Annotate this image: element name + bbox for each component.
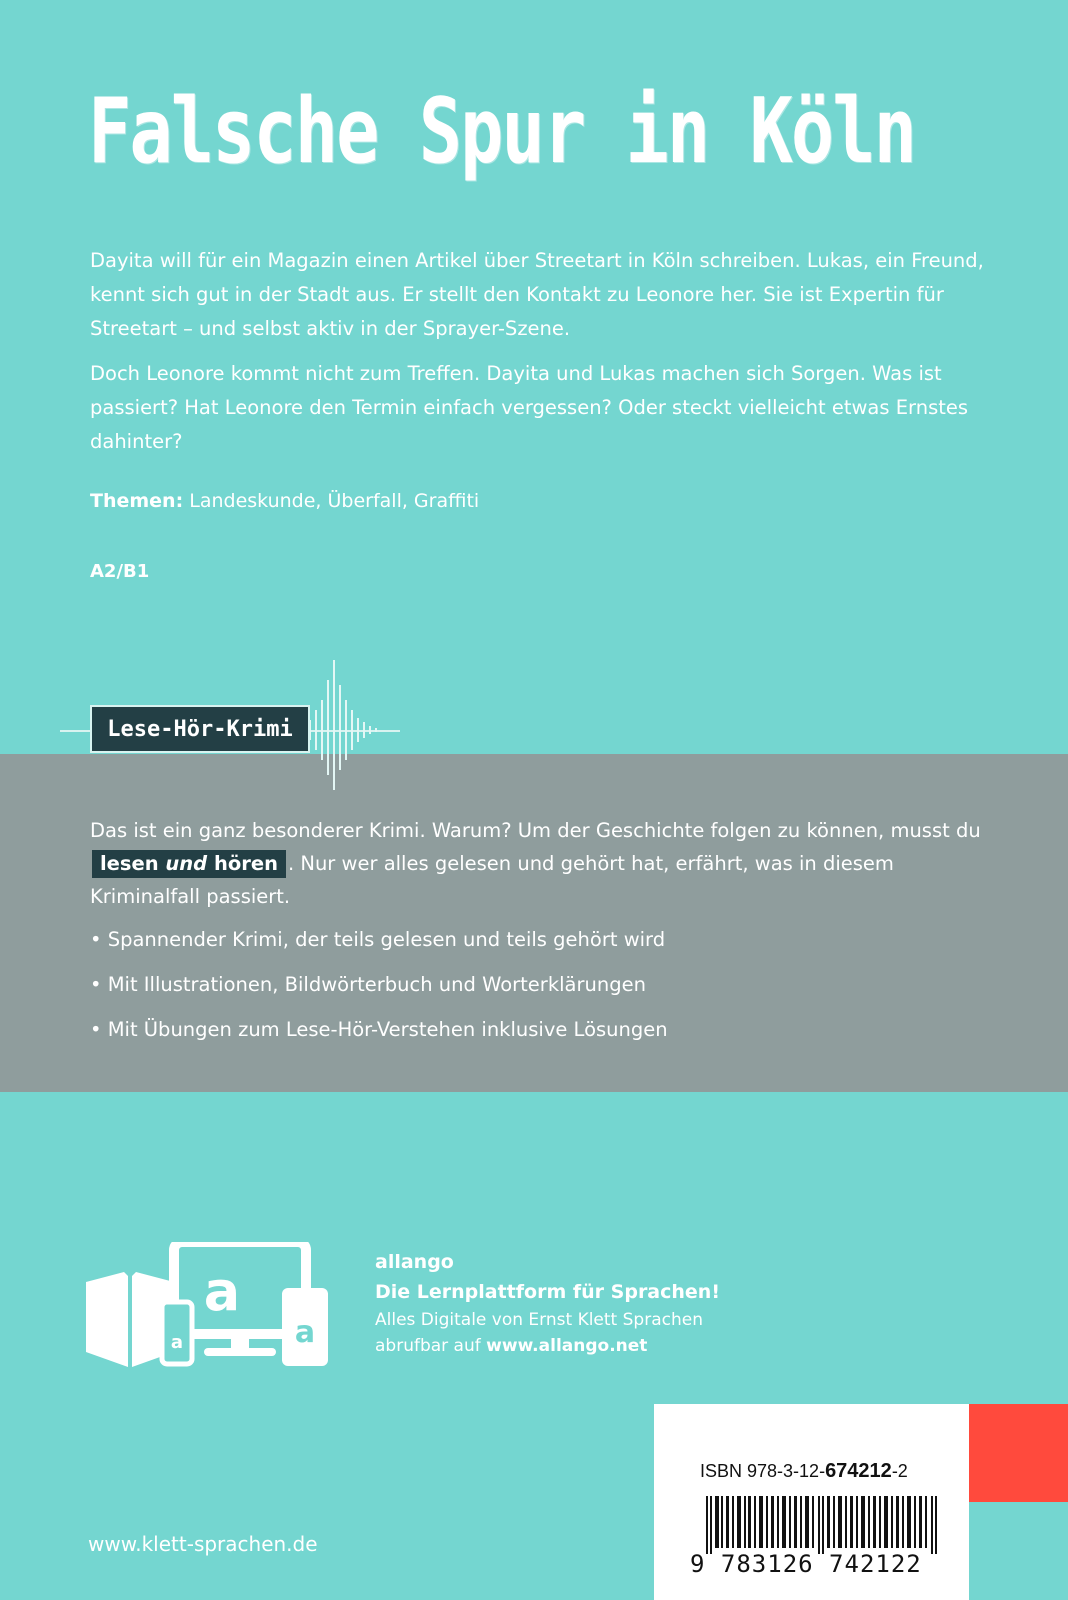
isbn-line — [700, 1460, 908, 1483]
highlight-und: und — [165, 852, 208, 875]
allango-letter-large: a — [203, 1260, 241, 1323]
allango-line-1: Alles Digitale von Ernst Klett Sprachen — [375, 1310, 703, 1330]
book-title: Falsche Spur in Köln — [88, 78, 915, 183]
isbn-suffix: -2 — [891, 1461, 908, 1481]
allango-name: allango — [375, 1251, 454, 1273]
devices-icon — [86, 1242, 336, 1372]
isbn-prefix: ISBN 978-3-12- — [700, 1461, 826, 1481]
band-intro-before: Das ist ein ganz besonderer Krimi. Warum? Um der Geschichte folgen zu können, musst du — [90, 819, 981, 842]
list-item: • Spannender Krimi, der teils gelesen und teils gehört wird — [90, 928, 668, 973]
band-intro-after: . Nur wer alles gelesen und gehört hat, erfährt, was in diesem Kriminalfall passiert. — [90, 852, 894, 908]
themes-line — [90, 490, 479, 512]
allango-line-2-prefix: abrufbar auf — [375, 1336, 481, 1356]
allango-line-2 — [375, 1333, 720, 1359]
feature-list — [90, 928, 668, 1063]
allango-slogan: Die Lernplattform für Sprachen! — [375, 1281, 720, 1303]
highlight-hoeren: hören — [213, 852, 278, 875]
barcode-digits: 9 783126 742122 — [690, 1550, 922, 1578]
themes-label: Themen: — [90, 490, 184, 512]
level-label: A2/B1 — [90, 561, 150, 582]
allango-letter-small: a — [170, 1332, 184, 1353]
blurb-paragraph-1: Dayita will für ein Magazin einen Artikel über Streetart in Köln schreiben. Lukas, ein Freund, kennt sich gut in der Stadt aus. Er stellt den Kontakt zu Leonore her. Sie ist Expertin für Streetart – und selbst aktiv in der Sprayer-Szene. — [90, 249, 984, 340]
themes-value: Landeskunde, Überfall, Graffiti — [189, 490, 480, 512]
sound-wave-icon — [300, 660, 400, 790]
allango-letter-tablet: a — [294, 1315, 316, 1350]
website-url[interactable]: www.klett-sprachen.de — [88, 1532, 318, 1556]
allango-url[interactable]: www.allango.net — [486, 1336, 648, 1356]
series-tag: Lese-Hör-Krimi — [90, 705, 310, 753]
band-intro — [90, 814, 990, 913]
lesen-und-hoeren-highlight — [92, 850, 286, 878]
list-item: • Mit Illustrationen, Bildwörterbuch und Worterklärungen — [90, 973, 668, 1018]
blurb-paragraph-2: Doch Leonore kommt nicht zum Treffen. Dayita und Lukas machen sich Sorgen. Was ist passiert? Hat Leonore den Termin einfach vergessen? Oder steckt vielleicht etwas Ernstes dahinter? — [90, 362, 969, 453]
isbn-bold: 674212 — [825, 1460, 892, 1482]
highlight-lesen: lesen — [100, 852, 159, 875]
red-marker — [969, 1404, 1068, 1502]
barcode-icon — [706, 1496, 941, 1554]
list-item: • Mit Übungen zum Lese-Hör-Verstehen inklusive Lösungen — [90, 1018, 668, 1063]
allango-promo — [375, 1247, 720, 1359]
